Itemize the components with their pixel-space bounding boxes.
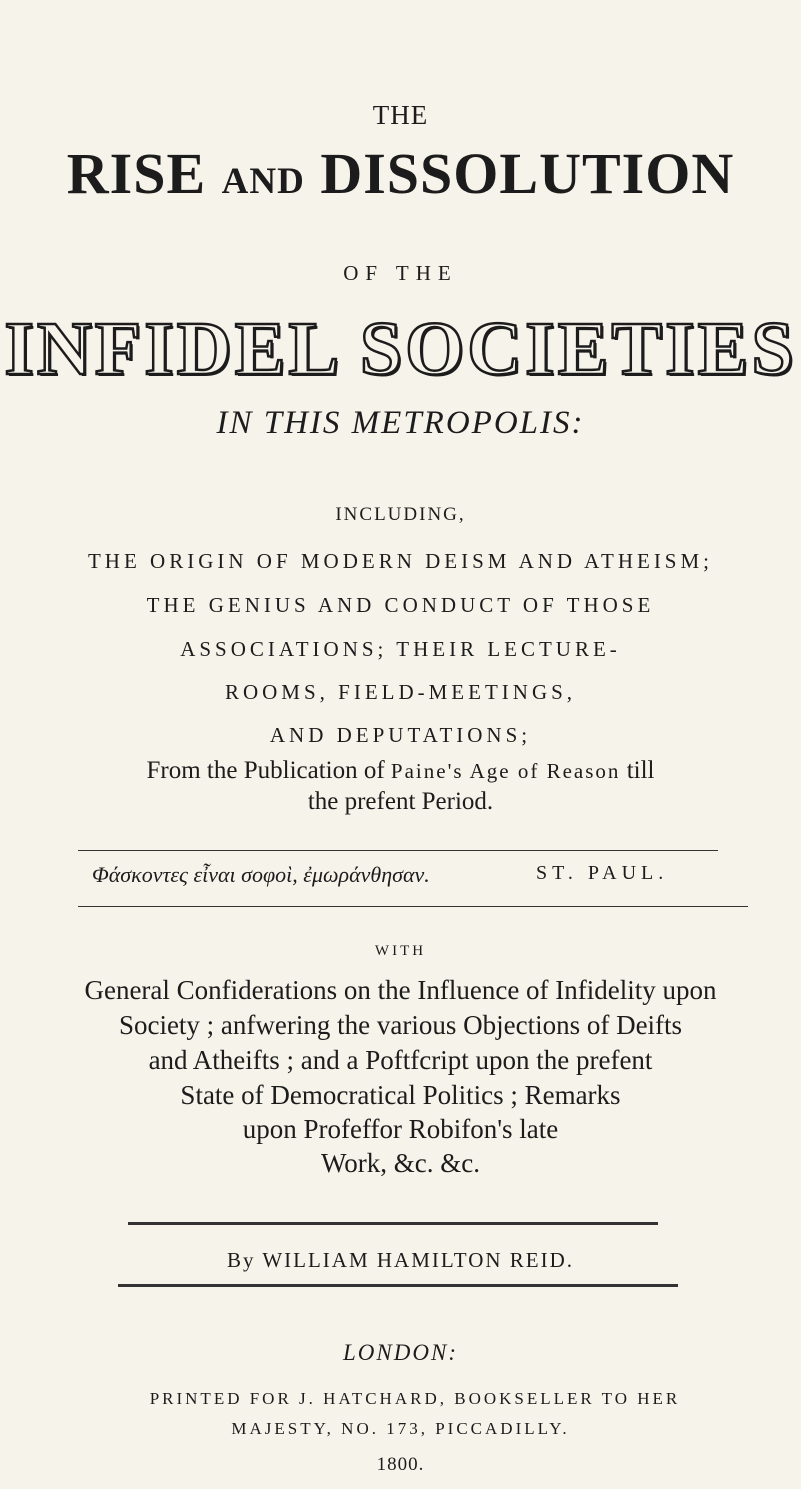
contents-line: THE ORIGIN OF MODERN DEISM AND ATHEISM; xyxy=(87,549,713,573)
author-name: WILLIAM HAMILTON REID. xyxy=(262,1248,575,1272)
contents-line: AND DEPUTATIONS; xyxy=(269,723,532,747)
imprint-line: PRINTED FOR J. HATCHARD, BOOKSELLER TO HER xyxy=(149,1389,681,1408)
title-dissolution: DISSOLUTION xyxy=(320,141,735,206)
epigraph-source: ST. PAUL. xyxy=(536,862,669,884)
contents-line: THE GENIUS AND CONDUCT OF THOSE xyxy=(146,593,655,617)
general-line: and Atheifts ; and a Poftfcript upon the prefent xyxy=(148,1045,653,1075)
imprint-line: MAJESTY, NO. 173, PICCADILLY. xyxy=(231,1419,570,1438)
title-infidel-societies: INFIDEL SOCIETIES xyxy=(4,307,797,391)
including-label: INCLUDING, xyxy=(335,504,466,525)
general-line: upon Profeffor Robifon's late xyxy=(242,1114,559,1144)
general-line: Society ; anfwering the various Objections of Deifts xyxy=(118,1010,683,1040)
with-label: WITH xyxy=(374,943,427,959)
rule-author-top xyxy=(128,1222,658,1225)
from-prefix: From the Publication of xyxy=(146,757,391,784)
epigraph-greek: Φάσκοντες εἶναι σοφοὶ, ἐμωράνθησαν. xyxy=(92,862,430,887)
contents-line: ASSOCIATIONS; THEIR LECTURE- xyxy=(180,637,621,661)
title-metropolis: IN THIS METROPOLIS: xyxy=(216,405,585,441)
rule-top xyxy=(78,850,718,851)
rule-author-bottom xyxy=(118,1284,678,1287)
general-line: Work, &c. &c. xyxy=(320,1148,481,1178)
title-and: AND xyxy=(221,161,305,202)
title-rise: RISE xyxy=(66,141,207,206)
title-rise-dissolution xyxy=(0,140,801,207)
by-label: By xyxy=(226,1248,256,1272)
from-suffix: till xyxy=(620,757,655,784)
rule-bottom xyxy=(78,906,748,907)
title-the: THE xyxy=(372,100,429,130)
general-line: General Confiderations on the Influence of Infidelity upon xyxy=(84,975,717,1005)
present-period: the prefent Period. xyxy=(307,788,494,815)
imprint-city: LONDON: xyxy=(343,1340,458,1365)
title-of-the: OF THE xyxy=(343,261,458,285)
from-smallcaps: Paine's Age of Reason xyxy=(390,759,621,783)
author-line xyxy=(0,1248,801,1273)
imprint-year: 1800. xyxy=(376,1454,425,1475)
general-line: State of Democratical Politics ; Remarks xyxy=(180,1080,621,1110)
contents-line: ROOMS, FIELD-MEETINGS, xyxy=(224,680,577,704)
from-publication xyxy=(0,757,801,785)
